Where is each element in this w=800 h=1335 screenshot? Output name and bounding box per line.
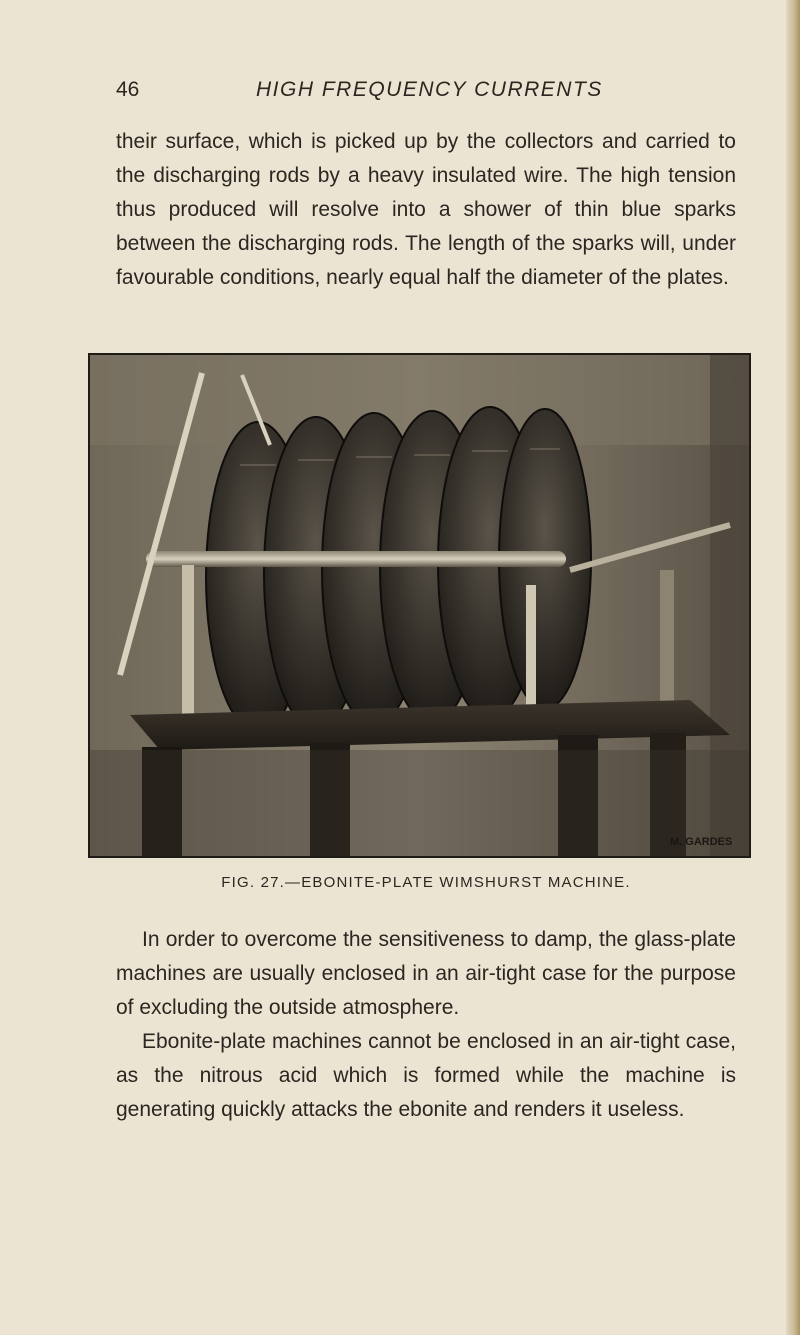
conductor-rod [146, 551, 566, 567]
paragraph-text: In order to overcome the sensitiveness to damp, the glass-plate machines are usually enclosed in an air-tight case for the purpose of excluding the outside atmosphere. [116, 928, 736, 1019]
page-edge [786, 0, 800, 1335]
figure-caption: FIG. 27.—EBONITE-PLATE WIMSHURST MACHINE. [221, 874, 631, 891]
running-title: HIGH FREQUENCY CURRENTS [256, 78, 603, 101]
body-paragraph-2 [116, 923, 736, 1127]
engraver-signature: M. GARDES [670, 836, 733, 848]
paragraph-text: their surface, which is picked up by the collectors and carried to the discharging rods by a heavy insulated wire. The high tension thus produced will resolve into a shower of thin blue sparks between the discharging rods. The length of the sparks will, under favourable conditions, nearly equal half the diameter of the plates. [116, 130, 736, 289]
figure-wimshurst-machine [88, 353, 751, 858]
body-paragraph-1 [116, 125, 736, 295]
paragraph-text: Ebonite-plate machines cannot be enclosed in an air-tight case, as the nitrous acid which is formed while the machine is generating quickly attacks the ebonite and renders it useless. [116, 1030, 736, 1121]
running-head [116, 78, 736, 108]
machine-illustration [90, 355, 749, 856]
page-number: 46 [116, 78, 140, 101]
